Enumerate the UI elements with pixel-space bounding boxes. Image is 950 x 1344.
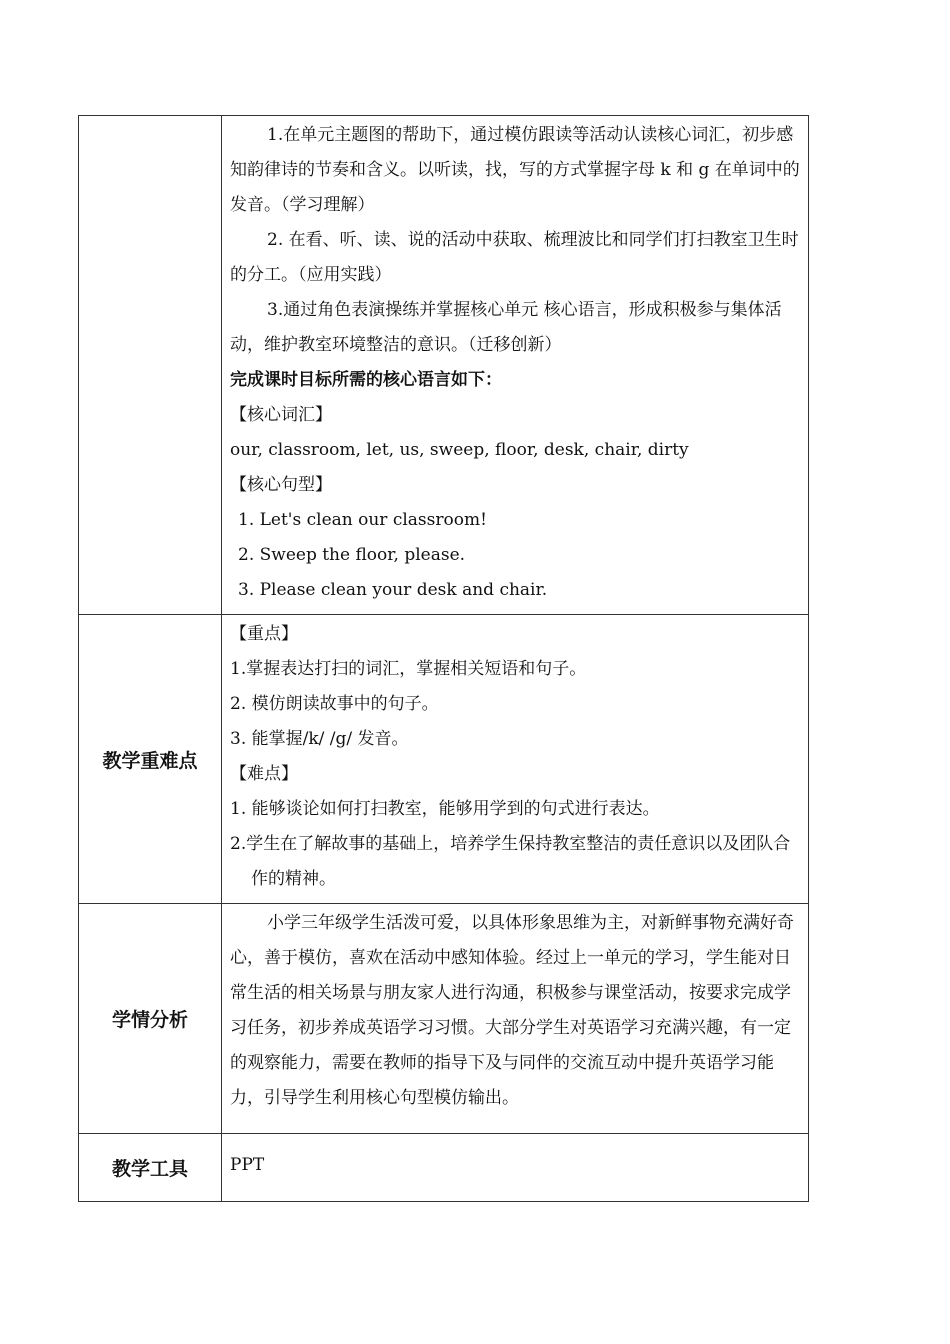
focus-item-2: 2. 模仿朗读故事中的句子。 xyxy=(230,694,439,714)
analysis-text: 小学三年级学生活泼可爱，以具体形象思维为主，对新鲜事物充满好奇心，善于模仿，喜欢在活动中感知体验。经过上一单元的学习，学生能对日常生活的相关场景与朋友家人进行沟通，积极参与课堂活动，按要求完成学习任务，初步养成英语学习习惯。大部分学生对英语学习充满兴趣，有一定的观察能力，需要在教师的指导下及与同伴的交流互动中提升英语学习能力，引导学生利用核心句型模仿输出。 xyxy=(230,913,794,1108)
tools-cell xyxy=(222,1134,809,1202)
tools-row xyxy=(79,1134,809,1202)
focus-item-3: 3. 能掌握/k/ /g/ 发音。 xyxy=(230,729,409,749)
sentence-label: 【核心句型】 xyxy=(230,475,332,495)
vocab-label: 【核心词汇】 xyxy=(230,405,332,425)
tools-value: PPT xyxy=(230,1155,265,1175)
difficulty-item-1: 1. 能够谈论如何打扫教室，能够用学到的句式进行表达。 xyxy=(230,799,660,819)
key-points-label: 教学重难点 xyxy=(79,615,222,904)
focus-item-1: 1.掌握表达打扫的词汇，掌握相关短语和句子。 xyxy=(230,659,587,679)
key-points-cell xyxy=(222,615,809,904)
core-language-heading: 完成课时目标所需的核心语言如下： xyxy=(230,370,502,390)
sentence-2: 2. Sweep the floor, please. xyxy=(238,545,466,565)
objectives-cell xyxy=(222,116,809,615)
objective-3: 3.通过角色表演操练并掌握核心单元 核心语言，形成积极参与集体活动，维护教室环境整洁的意识。（迁移创新） xyxy=(230,300,782,355)
difficulty-item-2: 2.学生在了解故事的基础上，培养学生保持教室整洁的责任意识以及团队合作的精神。 xyxy=(230,834,791,889)
objective-1: 1.在单元主题图的帮助下，通过模仿跟读等活动认读核心词汇，初步感知韵律诗的节奏和含义。以听读，找，写的方式掌握字母 k 和 g 在单词中的发音。（学习理解） xyxy=(230,125,800,215)
analysis-row xyxy=(79,904,809,1134)
key-points-row xyxy=(79,615,809,904)
objectives-row xyxy=(79,116,809,615)
analysis-label: 学情分析 xyxy=(79,904,222,1134)
objectives-label-cell xyxy=(79,116,222,615)
sentence-3: 3. Please clean your desk and chair. xyxy=(238,580,548,600)
vocab-list: our, classroom, let, us, sweep, floor, desk, chair, dirty xyxy=(230,440,689,460)
analysis-cell xyxy=(222,904,809,1134)
lesson-plan-table xyxy=(78,115,809,1202)
tools-label: 教学工具 xyxy=(79,1134,222,1202)
difficulty-label: 【难点】 xyxy=(230,764,298,784)
sentence-1: 1. Let's clean our classroom! xyxy=(238,510,487,530)
focus-label: 【重点】 xyxy=(230,624,298,644)
objective-2: 2. 在看、听、读、说的活动中获取、梳理波比和同学们打扫教室卫生时的分工。（应用实践） xyxy=(230,230,799,285)
